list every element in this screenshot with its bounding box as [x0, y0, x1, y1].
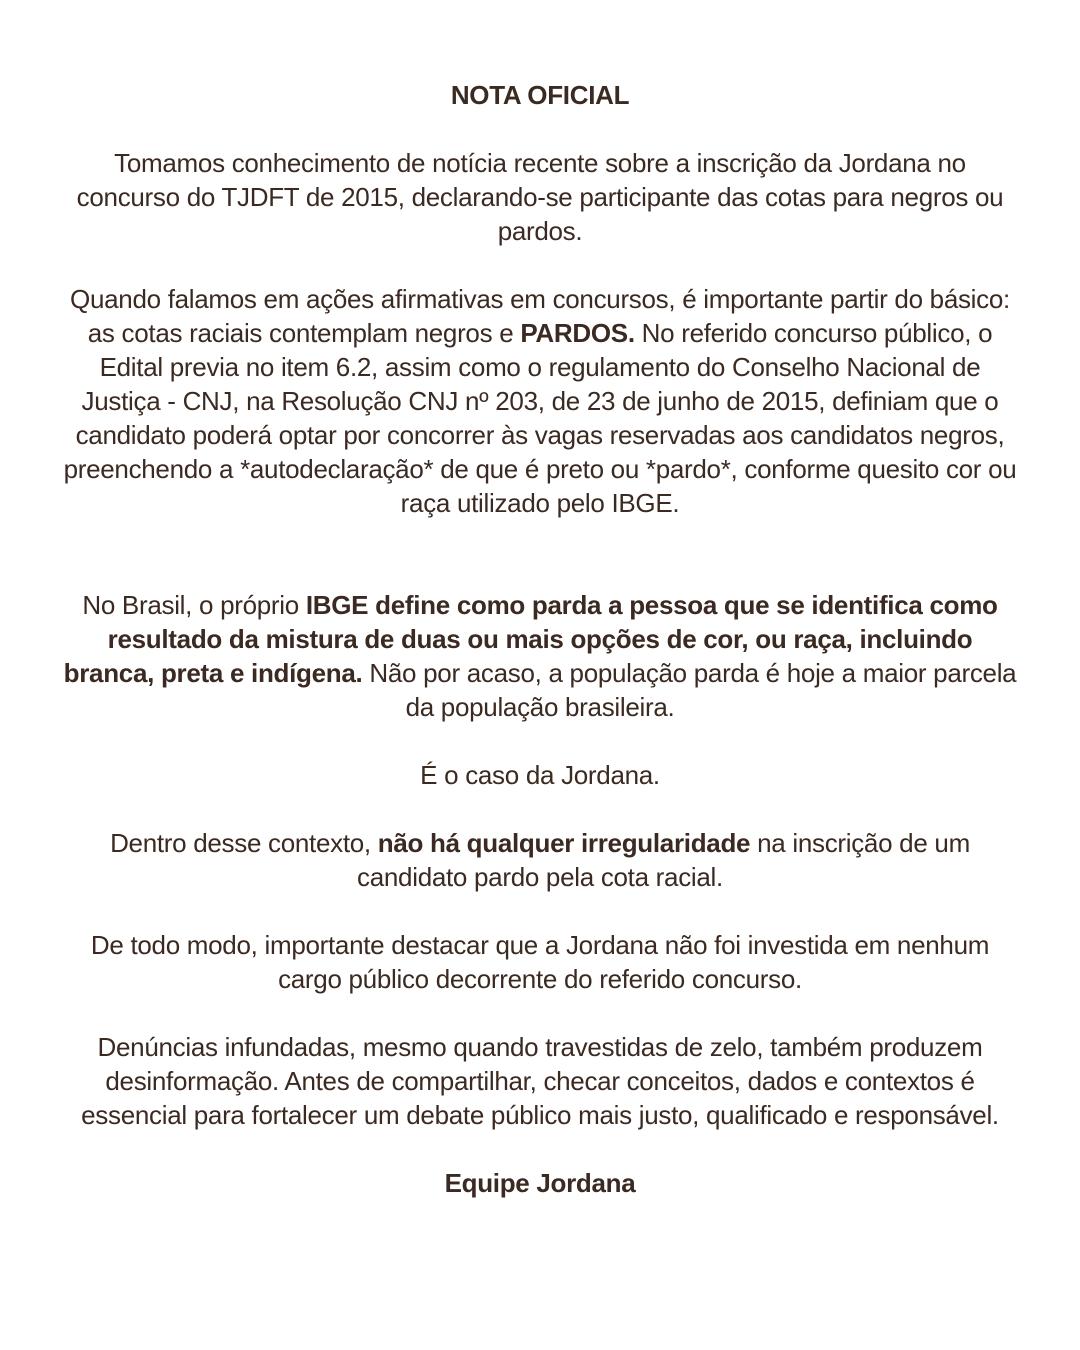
bold-segment: PARDOS.	[520, 318, 635, 348]
text-segment: No referido concurso público, o Edital previa no item 6.2, assim como o regulamento do Conselho Nacional de Justiça - CNJ, na Resolução CNJ nº 203, de 23 de junho de 2015, definiam que o candidato poderá optar por concorrer às vagas reservadas aos candidatos negros, preenchendo a *autodeclaração* de que é preto ou *pardo*, conforme quesito cor ou raça utilizado pelo IBGE.	[63, 318, 1017, 518]
bold-segment: IBGE define como parda a pessoa que se identifica como resultado da mistura de duas ou mais opções de cor, ou raça, incluindo branca, preta e indígena.	[63, 590, 998, 688]
text-segment: Denúncias infundadas, mesmo quando travestidas de zelo, também produzem desinformação. Antes de compartilhar, checar conceitos, dados e contextos é essencial para fortalecer um debate público mais justo, qualificado e responsável.	[81, 1032, 999, 1130]
official-note	[60, 78, 1020, 1200]
paragraph-quotas	[60, 282, 1020, 520]
paragraph-intro	[60, 146, 1020, 248]
text-segment: Quando falamos em ações afirmativas em concursos, é importante partir do básico: as cotas raciais contemplam negros e	[70, 284, 1010, 348]
note-title: NOTA OFICIAL	[450, 80, 630, 110]
paragraph-ibge	[60, 588, 1020, 724]
paragraph-not-invested	[60, 928, 1020, 996]
text-segment: Dentro desse contexto,	[110, 828, 378, 858]
text-segment: No Brasil, o próprio	[82, 590, 306, 620]
text-segment: De todo modo, importante destacar que a Jordana não foi investida em nenhum cargo público decorrente do referido concurso.	[90, 930, 990, 994]
text-segment: Tomamos conhecimento de notícia recente sobre a inscrição da Jordana no concurso do TJDFT de 2015, declarando-se participante das cotas para negros ou pardos.	[76, 148, 1004, 246]
paragraph-case	[60, 758, 1020, 792]
text-segment: na inscrição de um candidato pardo pela cota racial.	[357, 828, 970, 892]
bold-segment: não há qualquer irregularidade	[377, 828, 751, 858]
signature: Equipe Jordana	[444, 1168, 636, 1198]
text-segment: É o caso da Jordana.	[420, 760, 660, 790]
text-segment: Não por acaso, a população parda é hoje a maior parcela da população brasileira.	[362, 658, 1017, 722]
paragraph-disinformation	[60, 1030, 1020, 1132]
paragraph-context	[60, 826, 1020, 894]
